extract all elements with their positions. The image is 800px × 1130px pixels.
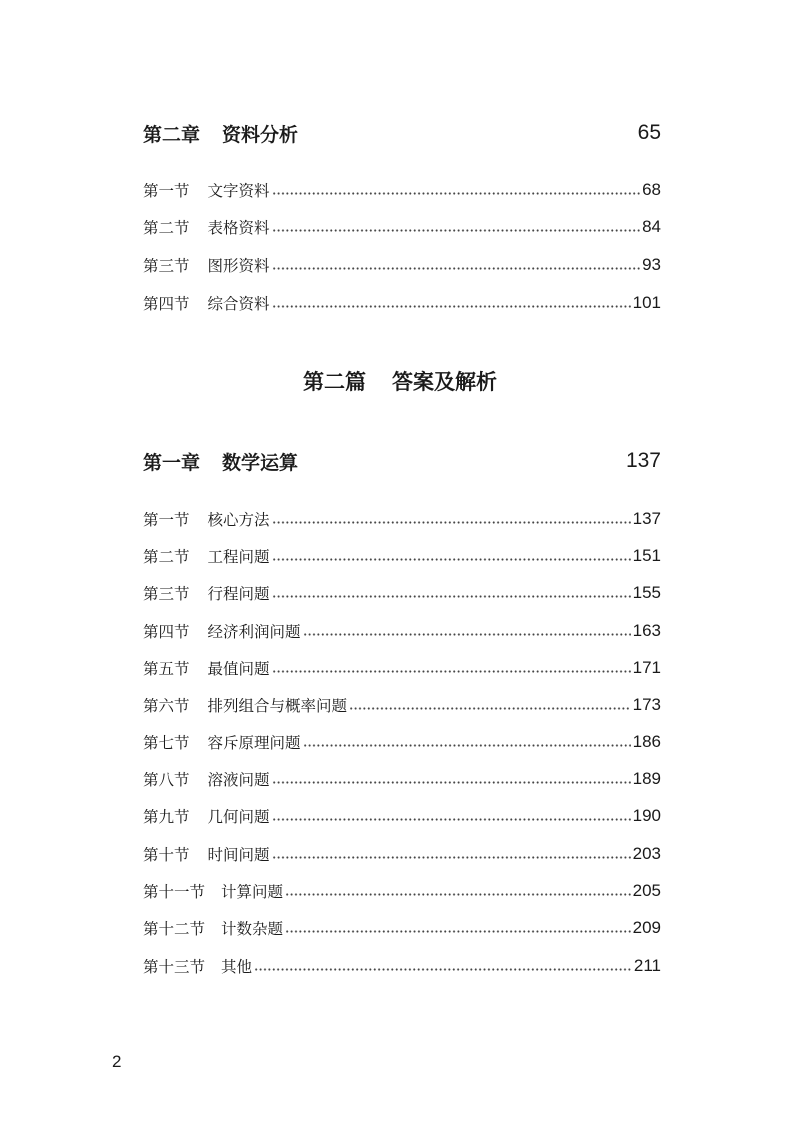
- dot-leader: [272, 670, 631, 673]
- section-title: 溶液问题: [207, 771, 270, 789]
- dot-leader: [272, 595, 631, 598]
- section-page-number: 151: [632, 546, 661, 565]
- dot-leader: [285, 930, 631, 933]
- toc-section-entry[interactable]: [143, 655, 661, 681]
- section-title: 最值问题: [207, 660, 270, 678]
- toc-section-entry[interactable]: [143, 878, 661, 904]
- dot-leader: [272, 305, 631, 308]
- section-label: 第四节: [143, 623, 190, 641]
- section-label: 第十节: [143, 846, 190, 864]
- toc-chapter-heading[interactable]: [143, 118, 661, 148]
- section-label: 第四节: [143, 295, 190, 313]
- toc-section-entry[interactable]: [143, 290, 661, 316]
- section-page-number: 163: [632, 621, 661, 640]
- section-page-number: 155: [632, 583, 661, 602]
- section-label: 第二节: [143, 219, 190, 237]
- toc-section-entry[interactable]: [143, 506, 661, 532]
- section-page-number: 189: [632, 769, 661, 788]
- chapter-label: 第二章: [143, 123, 201, 146]
- section-page-number: 68: [642, 180, 661, 199]
- section-page-number: 205: [632, 881, 661, 900]
- dot-leader: [303, 633, 631, 636]
- toc-section-entry[interactable]: [143, 543, 661, 569]
- part-label: 第二篇: [303, 369, 366, 394]
- section-label: 第十二节: [143, 920, 206, 938]
- section-page-number: 93: [642, 255, 661, 274]
- dot-leader: [254, 968, 632, 971]
- section-title: 工程问题: [207, 548, 270, 566]
- dot-leader: [285, 893, 631, 896]
- toc-section-entry[interactable]: [143, 252, 661, 278]
- section-page-number: 203: [632, 844, 661, 863]
- section-title: 计算问题: [221, 883, 284, 901]
- section-title: 其他: [221, 958, 253, 976]
- section-page-number: 186: [632, 732, 661, 751]
- section-title: 核心方法: [207, 511, 270, 529]
- section-label: 第十三节: [143, 958, 206, 976]
- chapter-page-number: 137: [625, 449, 661, 472]
- chapter-title: 数学运算: [222, 451, 299, 474]
- section-label: 第三节: [143, 257, 190, 275]
- chapter-title: 资料分析: [222, 123, 299, 146]
- section-title: 文字资料: [207, 182, 270, 200]
- section-label: 第七节: [143, 734, 190, 752]
- dot-leader: [272, 781, 631, 784]
- section-page-number: 211: [633, 956, 661, 975]
- section-page-number: 101: [632, 293, 661, 312]
- section-title: 图形资料: [207, 257, 270, 275]
- toc-section-entry[interactable]: [143, 841, 661, 867]
- dot-leader: [272, 521, 631, 524]
- section-page-number: 84: [642, 217, 661, 236]
- section-title: 排列组合与概率问题: [207, 697, 348, 715]
- dot-leader: [272, 558, 631, 561]
- dot-leader: [272, 267, 641, 270]
- part-title-text: 答案及解析: [392, 369, 497, 394]
- page-number: 2: [112, 1052, 122, 1071]
- toc-section-entry[interactable]: [143, 803, 661, 829]
- section-label: 第一节: [143, 182, 190, 200]
- section-page-number: 137: [632, 509, 661, 528]
- dot-leader: [272, 192, 641, 195]
- dot-leader: [272, 818, 631, 821]
- toc-section-entry[interactable]: [143, 766, 661, 792]
- section-label: 第九节: [143, 808, 190, 826]
- toc-section-entry[interactable]: [143, 692, 661, 718]
- section-title: 经济利润问题: [207, 623, 301, 641]
- dot-leader: [272, 229, 641, 232]
- section-label: 第一节: [143, 511, 190, 529]
- section-page-number: 209: [632, 918, 661, 937]
- section-label: 第六节: [143, 697, 190, 715]
- section-title: 容斥原理问题: [207, 734, 301, 752]
- chapter-title-group: [143, 448, 298, 475]
- section-label: 第二节: [143, 548, 190, 566]
- chapter-label: 第一章: [143, 451, 201, 474]
- dot-leader: [272, 856, 631, 859]
- section-title: 几何问题: [207, 808, 270, 826]
- toc-chapter-heading[interactable]: [143, 446, 661, 476]
- chapter-title-group: [143, 120, 298, 147]
- chapter-page-number: 65: [637, 121, 661, 144]
- toc-section-entry[interactable]: [143, 953, 661, 979]
- section-label: 第五节: [143, 660, 190, 678]
- dot-leader: [349, 707, 631, 710]
- dot-leader: [303, 744, 631, 747]
- section-page-number: 190: [632, 806, 661, 825]
- section-title: 计数杂题: [221, 920, 284, 938]
- section-title: 表格资料: [207, 219, 270, 237]
- toc-section-entry[interactable]: [143, 214, 661, 240]
- toc-section-entry[interactable]: [143, 618, 661, 644]
- part-title: [0, 364, 800, 398]
- section-title: 行程问题: [207, 585, 270, 603]
- toc-section-entry[interactable]: [143, 177, 661, 203]
- section-page-number: 173: [632, 695, 661, 714]
- section-label: 第八节: [143, 771, 190, 789]
- toc-section-entry[interactable]: [143, 915, 661, 941]
- toc-section-entry[interactable]: [143, 580, 661, 606]
- section-title: 时间问题: [207, 846, 270, 864]
- toc-section-entry[interactable]: [143, 729, 661, 755]
- section-page-number: 171: [632, 658, 661, 677]
- section-title: 综合资料: [207, 295, 270, 313]
- section-label: 第三节: [143, 585, 190, 603]
- section-label: 第十一节: [143, 883, 206, 901]
